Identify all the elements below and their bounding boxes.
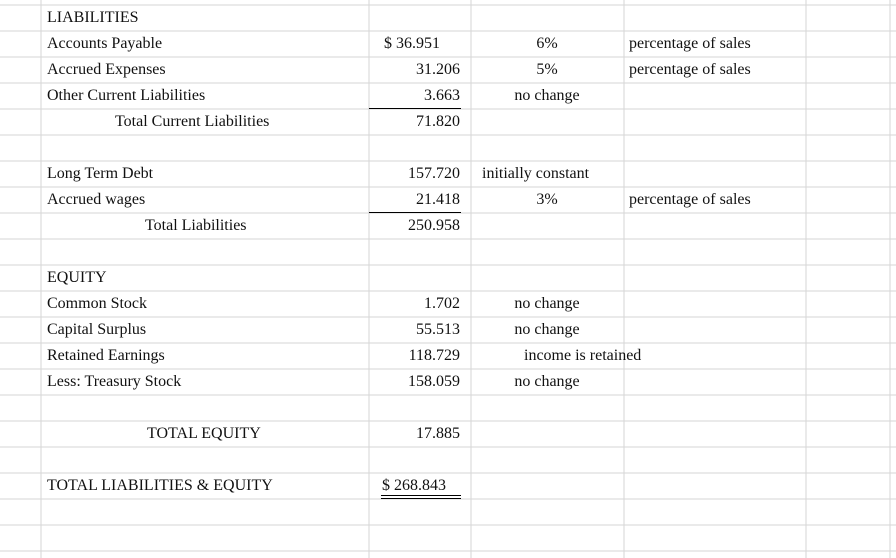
accounts-payable-comment[interactable]: percentage of sales <box>629 35 751 52</box>
retained-earnings-note[interactable]: income is retained <box>524 347 642 364</box>
capital-surplus-note[interactable]: no change <box>514 321 580 338</box>
accrued-expenses-comment[interactable]: percentage of sales <box>629 61 751 78</box>
accrued-wages-amount[interactable]: 21.418 <box>416 191 460 208</box>
long-term-debt-amount[interactable]: 157.720 <box>408 165 460 182</box>
total-current-liabilities-label[interactable]: Total Current Liabilities <box>115 113 270 130</box>
capital-surplus-amount[interactable]: 55.513 <box>416 321 460 338</box>
accrued-expenses-label[interactable]: Accrued Expenses <box>47 61 166 78</box>
long-term-debt-label[interactable]: Long Term Debt <box>47 165 154 182</box>
total-equity-amount[interactable]: 17.885 <box>416 425 460 442</box>
double-underline-bottom <box>381 498 461 499</box>
retained-earnings-label[interactable]: Retained Earnings <box>47 347 165 364</box>
common-stock-note[interactable]: no change <box>514 295 580 312</box>
total-current-liabilities-amount[interactable]: 71.820 <box>416 113 460 130</box>
long-term-debt-note[interactable]: initially constant <box>482 165 590 182</box>
accounts-payable-label[interactable]: Accounts Payable <box>47 35 163 52</box>
accrued-expenses-amount[interactable]: 31.206 <box>416 61 460 78</box>
liabilities-header[interactable]: LIABILITIES <box>47 9 139 26</box>
other-current-liabilities-amount[interactable]: 3.663 <box>424 87 460 104</box>
accrued-wages-comment[interactable]: percentage of sales <box>629 191 751 208</box>
other-current-liabilities-label[interactable]: Other Current Liabilities <box>47 87 206 104</box>
treasury-stock-label[interactable]: Less: Treasury Stock <box>47 373 182 390</box>
total-liabilities-label[interactable]: Total Liabilities <box>145 217 247 234</box>
accrued-expenses-note[interactable]: 5% <box>536 61 558 78</box>
total-liabilities-equity-amount[interactable]: $ 268.843 <box>382 477 446 494</box>
capital-surplus-label[interactable]: Capital Surplus <box>47 321 147 338</box>
accrued-wages-note[interactable]: 3% <box>536 191 558 208</box>
retained-earnings-amount[interactable]: 118.729 <box>408 347 460 364</box>
total-liabilities-equity-label[interactable]: TOTAL LIABILITIES & EQUITY <box>47 477 273 494</box>
accounts-payable-note[interactable]: 6% <box>536 35 558 52</box>
accounts-payable-amount[interactable]: $ 36.951 <box>384 35 440 52</box>
common-stock-amount[interactable]: 1.702 <box>424 295 460 312</box>
other-current-liabilities-note[interactable]: no change <box>514 87 580 104</box>
equity-header[interactable]: EQUITY <box>47 269 107 286</box>
total-equity-label[interactable]: TOTAL EQUITY <box>147 425 261 442</box>
treasury-stock-amount[interactable]: 158.059 <box>408 373 460 390</box>
common-stock-label[interactable]: Common Stock <box>47 295 148 312</box>
accrued-wages-label[interactable]: Accrued wages <box>47 191 146 208</box>
treasury-stock-note[interactable]: no change <box>514 373 580 390</box>
double-underline-top <box>381 495 461 496</box>
total-liabilities-amount[interactable]: 250.958 <box>408 217 460 234</box>
